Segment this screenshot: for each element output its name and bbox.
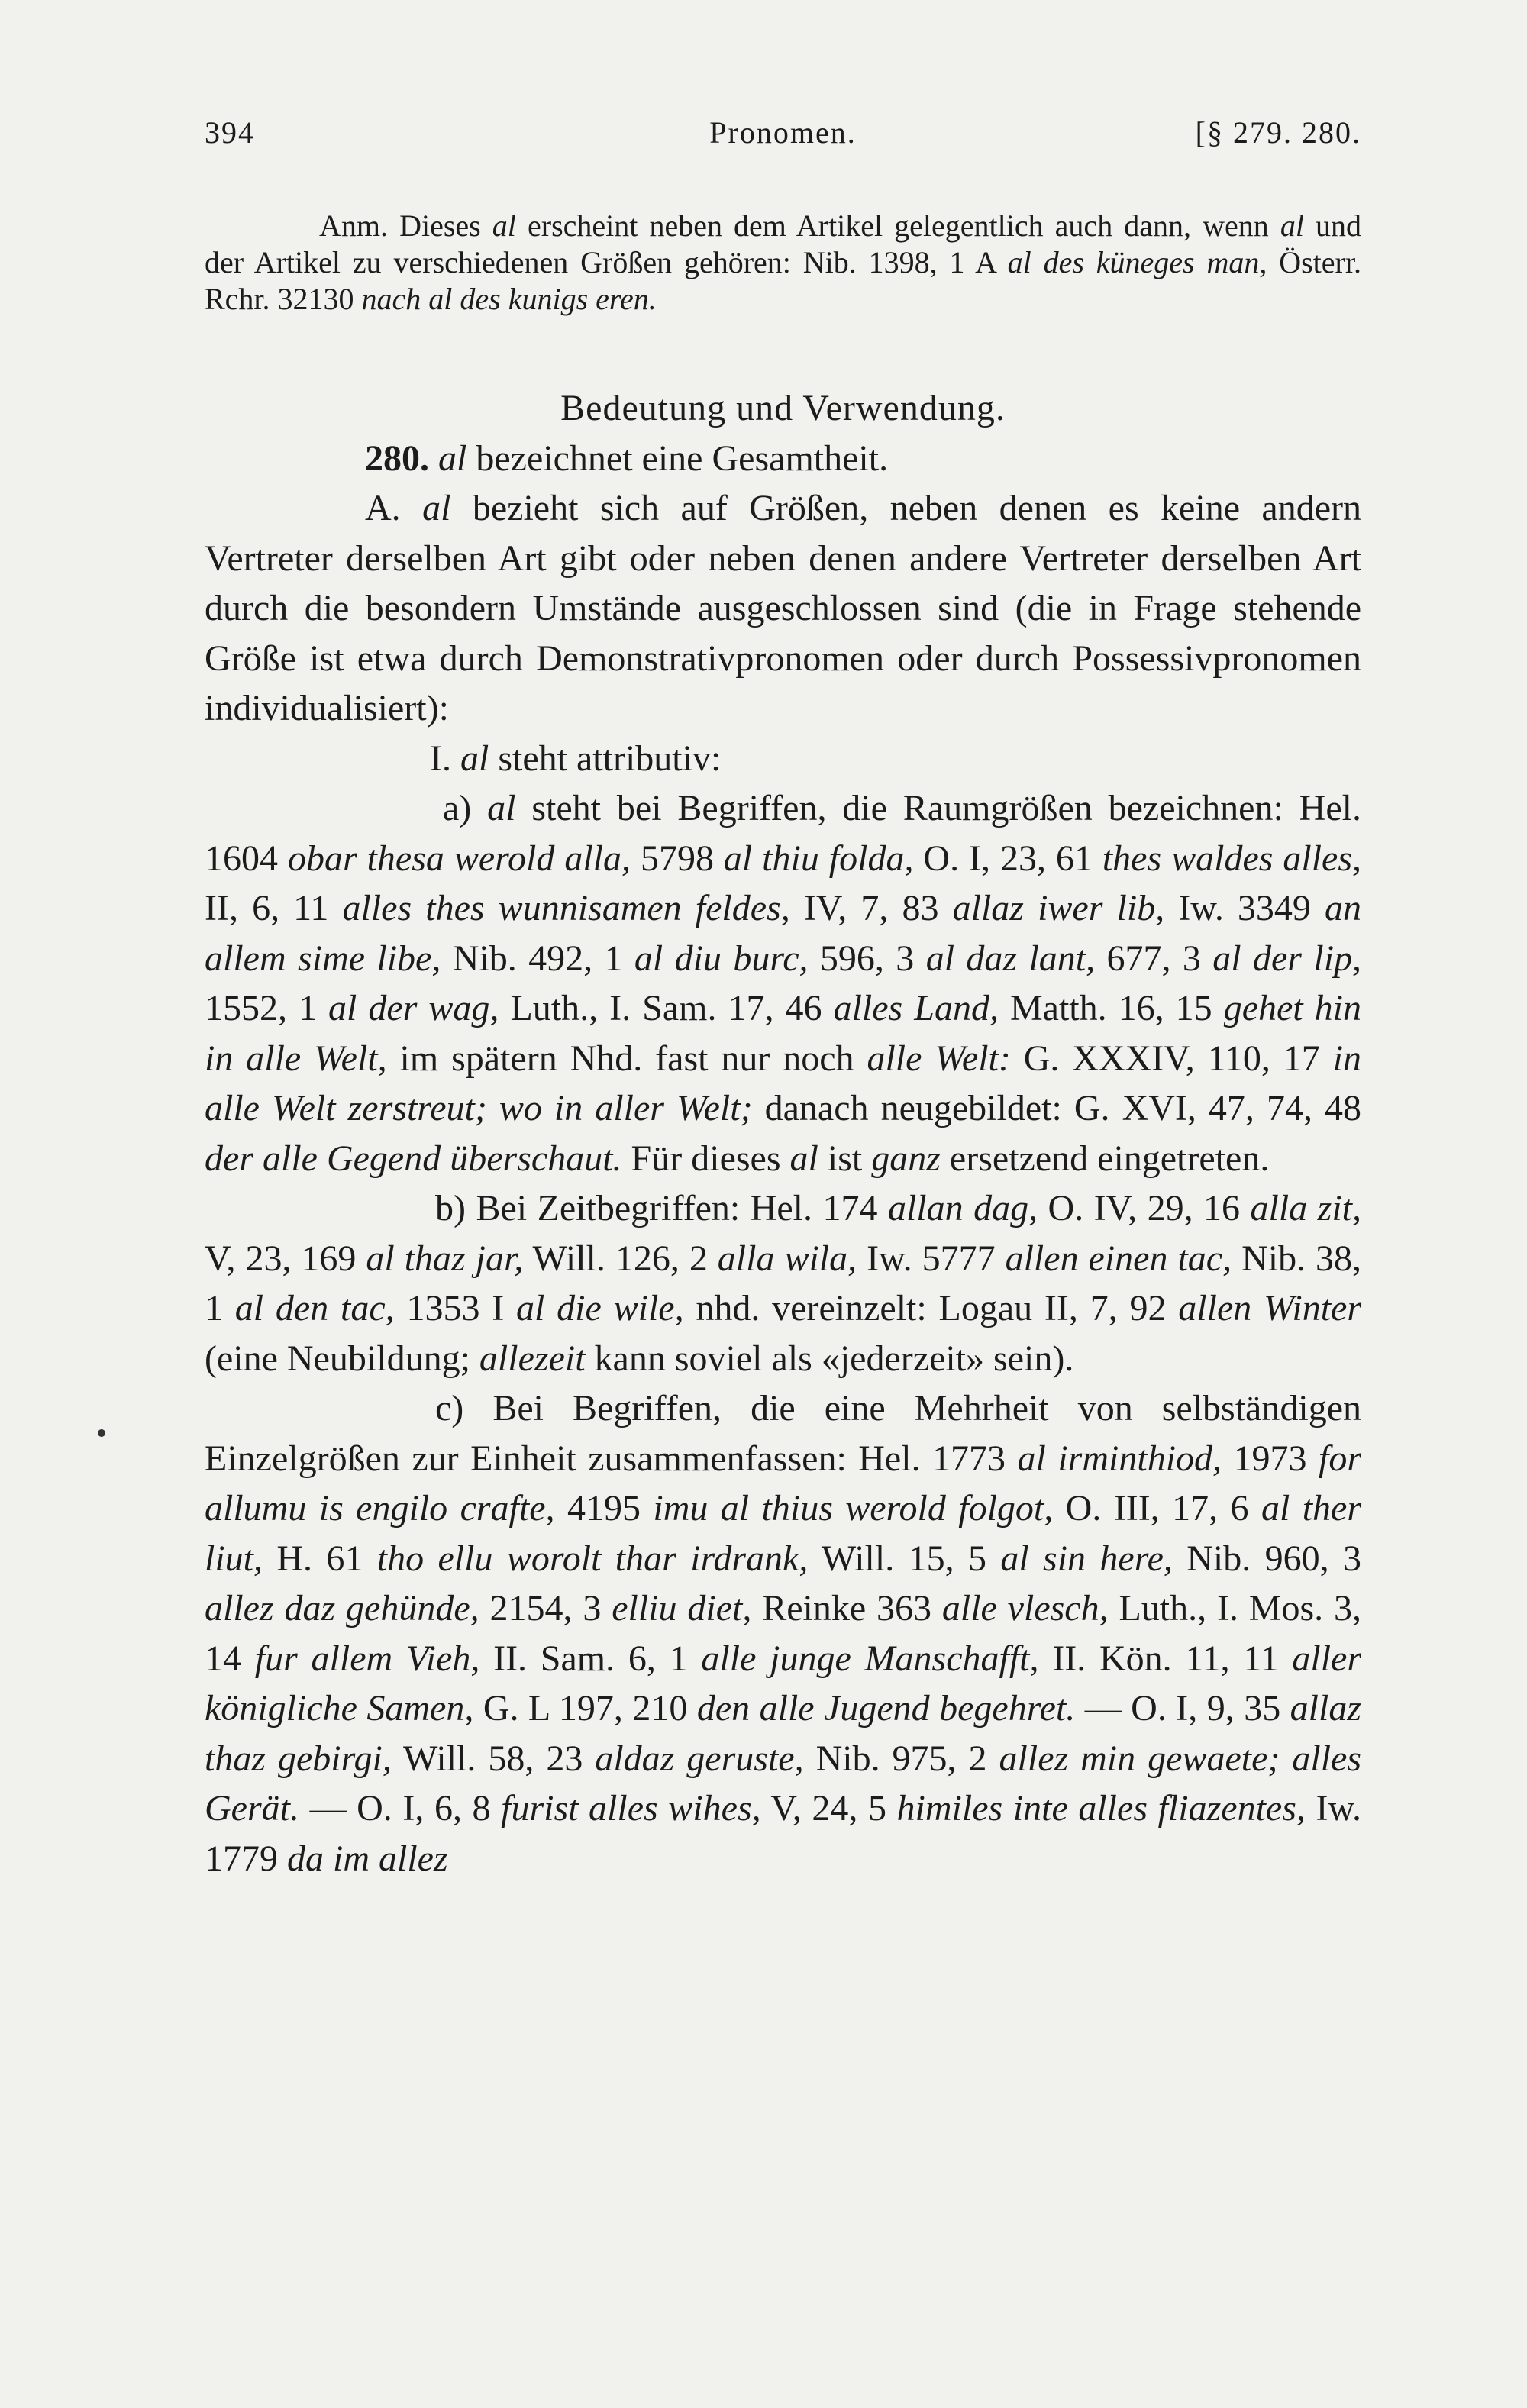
paragraph-280: 280. al bezeichnet eine Gesamtheit. <box>365 437 889 479</box>
paragraph-i: I. al steht attributiv: <box>430 738 722 779</box>
section-heading: Bedeutung und Verwendung. <box>560 388 1006 428</box>
running-header <box>205 115 1361 160</box>
main-text <box>205 383 1361 1883</box>
annotation-paragraph: Anm. Dieses al erscheint neben dem Artikel gelegentlich auch dann, wenn al und der Artikel zu verschiedenen Größen gehören: Nib. 1398, 1 A al des küneges man, Österr. Rchr. 32130 nach al des kunigs eren. <box>205 208 1362 316</box>
running-title: Pronomen. <box>709 115 857 150</box>
paragraph-number: 280. <box>365 437 429 479</box>
margin-dot-mark <box>98 1429 105 1437</box>
paragraph-a: A. al bezieht sich auf Größen, neben denen es keine andern Vertreter derselben Art gibt oder neben denen andere Vertreter derselben Art durch die besondern Umstände ausgeschlossen sind (die in Frage stehende Größe ist etwa durch Demonstrativpronomen oder durch Possessivpronomen individualisiert): <box>205 488 1361 728</box>
paragraph-b-zeit: b) Bei Zeitbegriffen: Hel. 174 allan dag, O. IV, 29, 16 alla zit, V, 23, 169 al thaz jar, Will. 126, 2 alla wila, Iw. 5777 allen einen tac, Nib. 38, 1 al den tac, 1353 I al die wile, nhd. vereinzelt: Logau II, 7, 92 allen Winter (eine Neubildung; allezeit kann soviel als «jederzeit» sein). <box>205 1188 1362 1379</box>
paragraph-a-raum: a) al steht bei Begriffen, die Raumgrößen bezeichnen: Hel. 1604 obar thesa werold alla, 5798 al thiu folda, O. I, 23, 61 thes waldes alles, II, 6, 11 alles thes wunnisamen feldes, IV, 7, 83 allaz iwer lib, Iw. 3349 an allem sime libe, Nib. 492, 1 al diu burc, 596, 3 al daz lant, 677, 3 al der lip, 1552, 1 al der wag, Luth., I. Sam. 17, 46 alles Land, Matth. 16, 15 gehet hin in alle Welt, im spätern Nhd. fast nur noch alle Welt: G. XXXIV, 110, 17 in alle Welt zerstreut; wo in aller Welt; danach neugebildet: G. XVI, 47, 74, 48 der alle Gegend überschaut. Für dieses al ist ganz ersetzend eingetreten. <box>205 788 1362 1179</box>
paragraph-c-mehrheit: c) Bei Begriffen, die eine Mehrheit von selbständigen Einzelgrößen zur Einheit zusammenfassen: Hel. 1773 al irminthiod, 1973 for allumu is engilo crafte, 4195 imu al thius werold folgot, O. III, 17, 6 al ther liut, H. 61 tho ellu worolt thar irdrank, Will. 15, 5 al sin here, Nib. 960, 3 allez daz gehünde, 2154, 3 elliu diet, Reinke 363 alle vlesch, Luth., I. Mos. 3, 14 fur allem Vieh, II. Sam. 6, 1 alle junge Manschafft, II. Kön. 11, 11 aller königliche Samen, G. L 197, 210 den alle Jugend begehret. — O. I, 9, 35 allaz thaz gebirgi, Will. 58, 23 aldaz geruste, Nib. 975, 2 allez min gewaete; alles Gerät. — O. I, 6, 8 furist alles wihes, V, 24, 5 himiles inte alles fliazentes, Iw. 1779 da im allez <box>205 1388 1362 1879</box>
annotation-block <box>205 208 1361 318</box>
section-reference: [§ 279. 280. <box>1195 115 1361 150</box>
annotation-label: Anm. <box>319 208 388 243</box>
page-number: 394 <box>205 115 255 150</box>
